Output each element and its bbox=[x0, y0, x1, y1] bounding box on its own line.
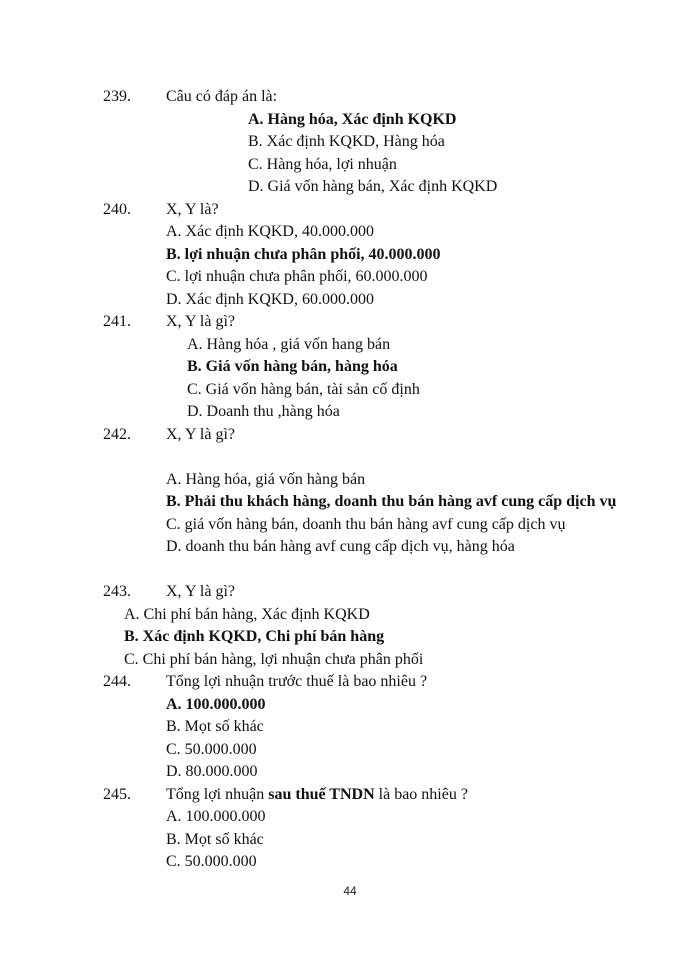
answer-option: A. 100.000.000 bbox=[166, 808, 266, 825]
answer-option: C. lợi nhuận chưa phân phối, 60.000.000 bbox=[166, 268, 428, 285]
answer-option: D. doanh thu bán hàng avf cung cấp dịch vụ, hàng hóa bbox=[166, 538, 515, 555]
answer-option: C. Chi phí bán hàng, lợi nhuận chưa phân phối bbox=[124, 650, 424, 668]
answer-option-correct: B. Phải thu khách hàng, doanh thu bán hàng avf cung cấp dịch vụ bbox=[166, 493, 617, 510]
answer-option-correct: B. Giá vốn hàng bán, hàng hóa bbox=[187, 358, 398, 375]
question-text: Câu có đáp án là: bbox=[166, 88, 278, 105]
answer-option: C. 50.000.000 bbox=[166, 853, 257, 870]
answer-option: D. 80.000.000 bbox=[166, 763, 258, 780]
answer-option-correct: A. Hàng hóa, Xác định KQKD bbox=[248, 110, 457, 128]
question-text: X, Y là? bbox=[166, 200, 219, 218]
question-text-part: là bao nhiêu ? bbox=[374, 785, 468, 803]
question-number: 241. bbox=[103, 313, 131, 330]
answer-option-correct: A. 100.000.000 bbox=[166, 695, 266, 713]
answer-option: D. Doanh thu ,hàng hóa bbox=[187, 403, 340, 420]
answer-option: C. Hàng hóa, lợi nhuận bbox=[248, 155, 397, 173]
question-text-part: Tổng lợi nhuận bbox=[166, 785, 269, 803]
answer-option: B. Xác định KQKD, Hàng hóa bbox=[248, 133, 445, 150]
question-text: X, Y là gì? bbox=[166, 425, 236, 443]
question-number: 245. bbox=[103, 785, 131, 803]
answer-option: C. 50.000.000 bbox=[166, 740, 257, 758]
question-text: X, Y là gì? bbox=[166, 313, 236, 330]
answer-option: D. Xác định KQKD, 60.000.000 bbox=[166, 290, 374, 308]
answer-option: B. Mọt số khác bbox=[166, 830, 264, 848]
answer-option: A. Xác định KQKD, 40.000.000 bbox=[166, 223, 374, 240]
question-number: 240. bbox=[103, 200, 131, 218]
question-text-emphasis: sau thuế TNDN bbox=[268, 785, 375, 803]
question-text: Tổng lợi nhuận trước thuế là bao nhiêu ? bbox=[166, 673, 428, 690]
question-text: X, Y là gì? bbox=[166, 583, 236, 600]
answer-option: A. Hàng hóa, giá vốn hàng bán bbox=[166, 470, 366, 488]
answer-option: A. Chi phí bán hàng, Xác định KQKD bbox=[124, 605, 370, 623]
question-number: 242. bbox=[103, 425, 131, 443]
question-text bbox=[166, 784, 468, 806]
page-number: 44 bbox=[343, 884, 357, 898]
answer-option-correct: B. lợi nhuận chưa phân phối, 40.000.000 bbox=[166, 245, 441, 263]
question-number: 239. bbox=[103, 88, 131, 105]
answer-option-correct: B. Xác định KQKD, Chi phí bán hàng bbox=[124, 628, 385, 645]
question-number: 244. bbox=[103, 673, 131, 690]
answer-option: B. Mọt số khác bbox=[166, 718, 264, 735]
answer-option: D. Giá vốn hàng bán, Xác định KQKD bbox=[248, 178, 498, 195]
question-number: 243. bbox=[103, 583, 131, 600]
answer-option: C. Giá vốn hàng bán, tài sản cố định bbox=[187, 380, 420, 398]
answer-option: A. Hàng hóa , giá vốn hang bán bbox=[187, 335, 391, 353]
answer-option: C. giá vốn hàng bán, doanh thu bán hàng avf cung cấp dịch vụ bbox=[166, 515, 566, 533]
